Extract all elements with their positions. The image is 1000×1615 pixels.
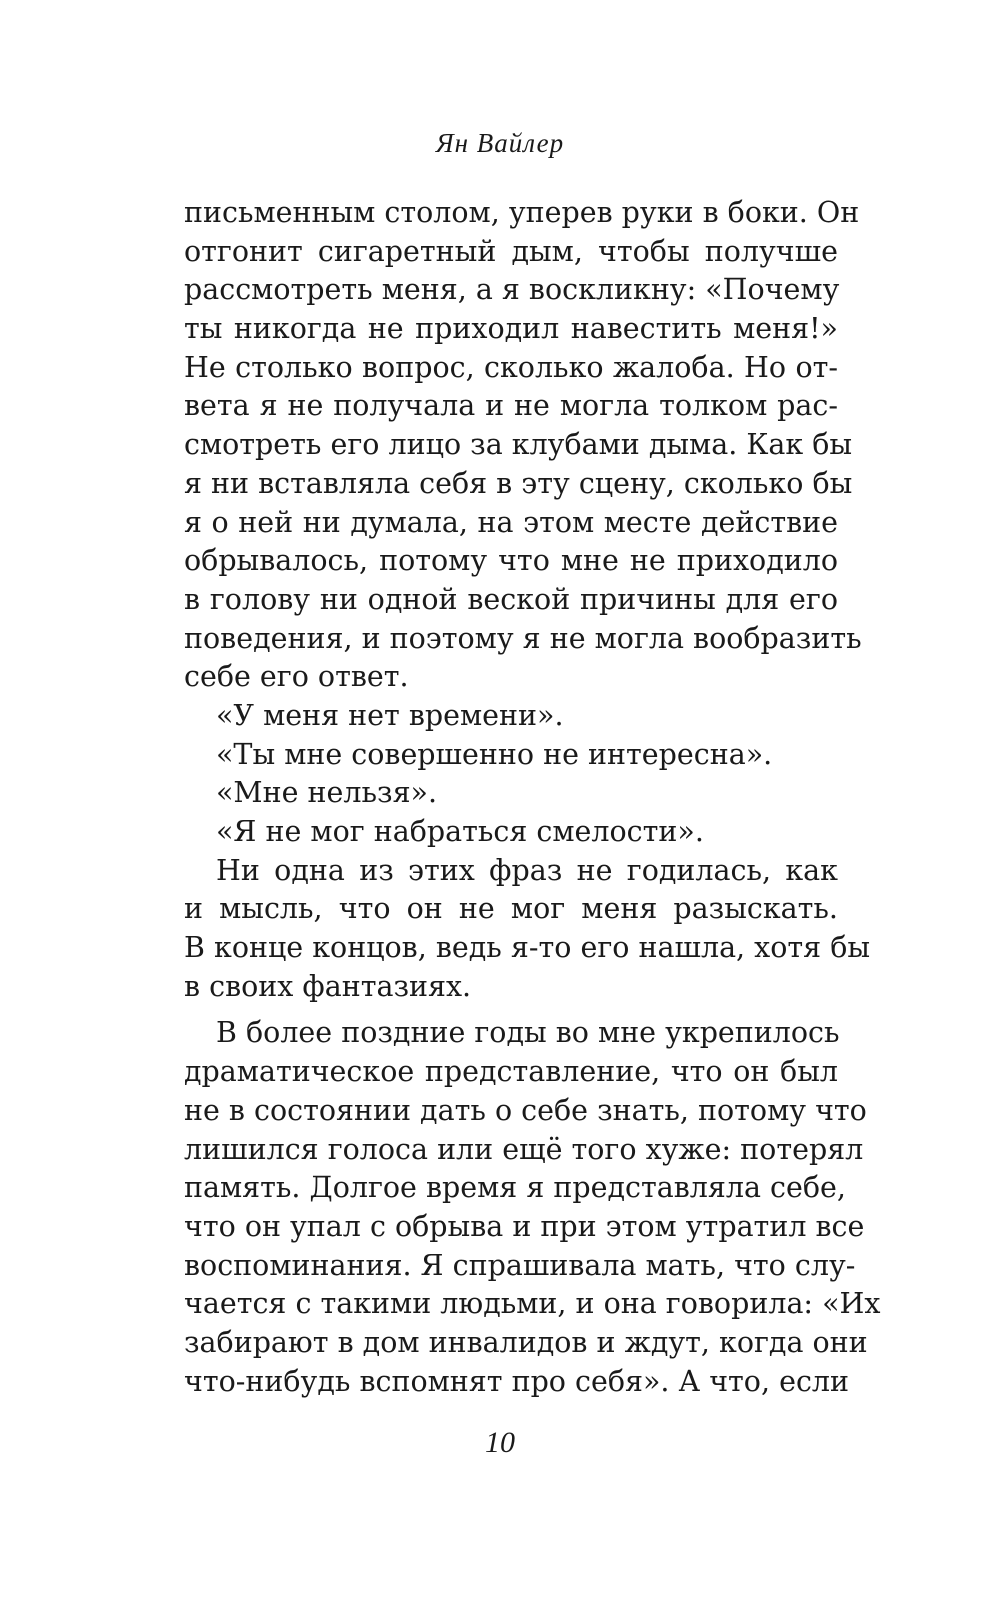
text-line: драматическое представление, что он был (184, 1055, 838, 1089)
text-line: рассмотреть меня, а я воскликну: «Почему (184, 273, 840, 307)
text-line: что он упал с обрыва и при этом утратил все (184, 1209, 865, 1243)
text-line: что-нибудь вспомнят про себя». А что, если (184, 1364, 850, 1398)
text-line: чается с такими людьми, и она говорила: «Их (184, 1287, 881, 1321)
body-text (184, 194, 881, 1401)
dialogue-line: «У меня нет времени». (216, 698, 564, 732)
dialogue-line: «Я не мог набраться смелости». (216, 815, 704, 848)
text-line: Не столько вопрос, сколько жалоба. Но от- (184, 350, 838, 384)
text-line: в своих фантазиях. (184, 969, 472, 1003)
running-head: Ян Вайлер (435, 128, 565, 158)
text-line: отгонит сигаретный дым, чтобы получше (184, 234, 838, 268)
text-line: в голову ни одной веской причины для его (184, 582, 838, 616)
text-line: ты никогда не приходил навестить меня!» (184, 312, 838, 346)
text-line: В конце концов, ведь я-то его нашла, хотя бы (184, 931, 871, 965)
page-number: 10 (485, 1426, 515, 1459)
text-line: поведения, и поэтому я не могла вообразить (184, 621, 862, 655)
text-line: вета я не получала и не могла толком рас- (184, 389, 838, 423)
text-line: не в состоянии дать о себе знать, потому что (184, 1093, 867, 1127)
paragraph-first-line: В более поздние годы во мне укрепилось (216, 1016, 840, 1050)
text-line: память. Долгое время я представляла себе, (184, 1171, 846, 1205)
dialogue-line: «Ты мне совершенно не интересна». (216, 737, 773, 771)
text-line: лишился голоса или ещё того хуже: потерял (184, 1132, 864, 1166)
text-line: смотреть его лицо за клубами дыма. Как бы (184, 428, 853, 462)
text-line: обрывалось, потому что мне не приходило (184, 544, 838, 578)
text-line: воспоминания. Я спрашивала мать, что слу- (184, 1248, 856, 1282)
paragraph-first-line: Ни одна из этих фраз не годилась, как (216, 853, 838, 887)
dialogue-line: «Мне нельзя». (216, 776, 438, 810)
text-line: забирают в дом инвалидов и ждут, когда они (184, 1325, 868, 1359)
text-line: себе его ответ. (184, 660, 409, 694)
text-line: я о ней ни думала, на этом месте действие (184, 505, 838, 539)
text-line: и мысль, что он не мог меня разыскать. (184, 892, 838, 926)
text-line: я ни вставляла себя в эту сцену, сколько бы (184, 466, 853, 500)
text-line: письменным столом, уперев руки в боки. Он (184, 196, 860, 229)
